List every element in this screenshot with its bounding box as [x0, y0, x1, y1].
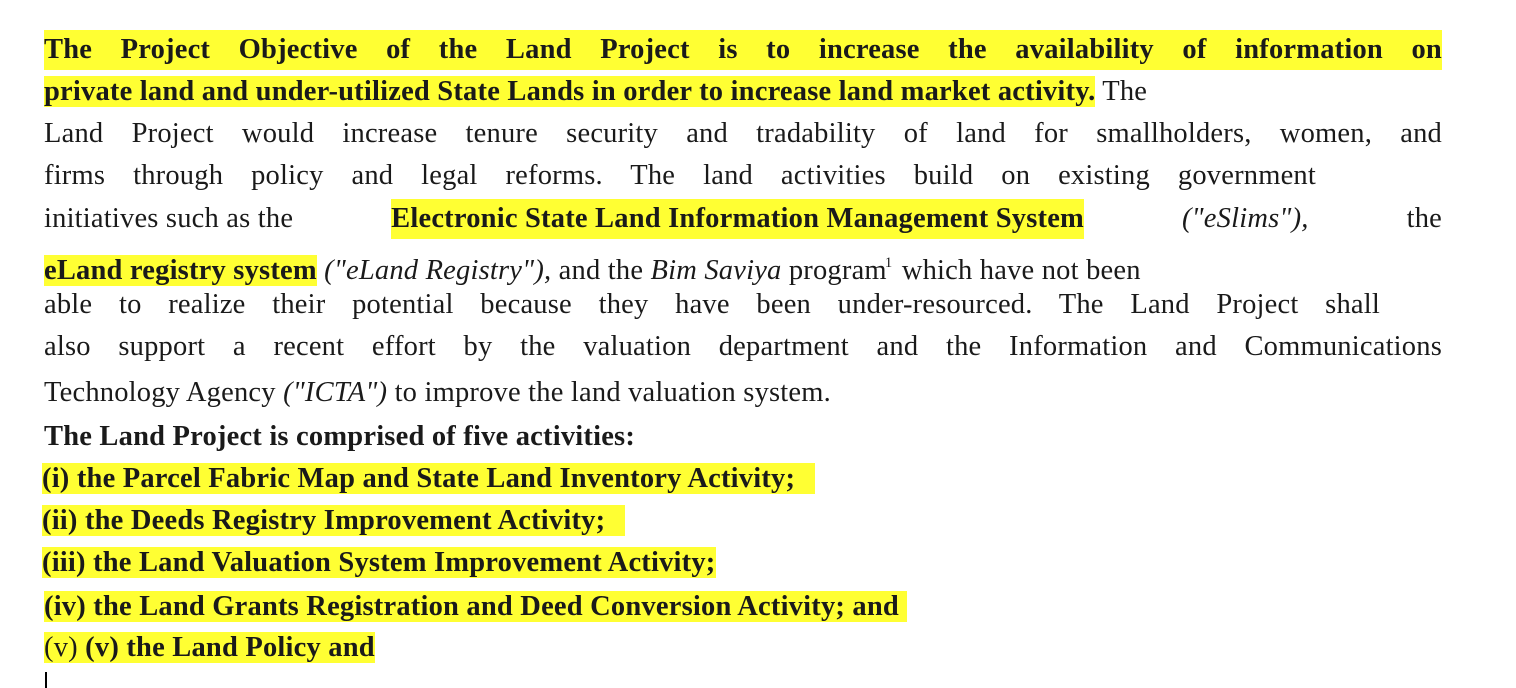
- eland-abbrev: ("eLand Registry"),: [324, 255, 552, 286]
- paragraph-line-5: [44, 199, 1442, 239]
- eslims-abbrev: ("eSlims"),: [1181, 203, 1309, 234]
- paragraph-line-4: [44, 156, 1316, 196]
- text-fragment: and the: [558, 255, 644, 286]
- text-fragment: Technology Agency: [44, 377, 276, 408]
- activity-item-1: [42, 459, 815, 499]
- icta-abbrev: ("ICTA"): [283, 377, 388, 408]
- text-fragment: initiatives such as the: [44, 203, 294, 234]
- activity-prefix: (v): [44, 632, 78, 663]
- text-fragment: to improve the land valuation system.: [394, 377, 831, 408]
- text-fragment: the: [1406, 203, 1442, 234]
- text-fragment: Land Project would increase tenure security and tradability of land for smallholders, women, and: [44, 118, 1442, 149]
- bim-saviya: Bim Saviya: [650, 255, 782, 286]
- text-fragment: The: [1102, 76, 1148, 107]
- paragraph-line-9: [44, 373, 831, 413]
- activity-text: (iii) the Land Valuation System Improvement Activity;: [42, 547, 716, 578]
- footnote-ref[interactable]: 1: [884, 255, 893, 271]
- paragraph-line-8: [44, 327, 1442, 367]
- paragraph-line-7: [44, 285, 1380, 325]
- activity-text: (i) the Parcel Fabric Map and State Land Inventory Activity;: [42, 463, 815, 494]
- activity-text: (iv) the Land Grants Registration and Deed Conversion Activity; and: [44, 591, 907, 622]
- paragraph-line-2: [44, 72, 1147, 112]
- paragraph-line-1: [44, 30, 1442, 70]
- activity-item-5: [44, 628, 375, 668]
- text-fragment: which have not been: [901, 255, 1141, 286]
- text-fragment: program: [788, 255, 887, 286]
- activity-text: (v) the Land Policy and: [85, 632, 375, 663]
- objective-text: The Project Objective of the Land Project is to increase the availability of information on: [44, 30, 1442, 70]
- activity-text: (ii) the Deeds Registry Improvement Activity;: [42, 505, 625, 536]
- activity-item-3: [42, 543, 716, 583]
- activity-item-4: [44, 587, 907, 627]
- eland-name: eLand registry system: [44, 255, 317, 286]
- activity-item-2: [42, 501, 625, 541]
- text-fragment: firms through policy and legal reforms. The land activities build on existing government: [44, 160, 1316, 191]
- paragraph-line-6: [44, 243, 1141, 286]
- text-fragment: also support a recent effort by the valuation department and the Information and Communications: [44, 331, 1442, 362]
- text-fragment: able to realize their potential because they have been under-resourced. The Land Project shall: [44, 289, 1380, 320]
- text-cursor: [45, 672, 47, 688]
- paragraph-line-3: [44, 114, 1442, 154]
- objective-text-cont: private land and under-utilized State Lands in order to increase land market activity.: [44, 76, 1096, 107]
- activities-heading: The Land Project is comprised of five activities:: [44, 421, 636, 452]
- eslims-name: Electronic State Land Information Management System: [391, 199, 1084, 239]
